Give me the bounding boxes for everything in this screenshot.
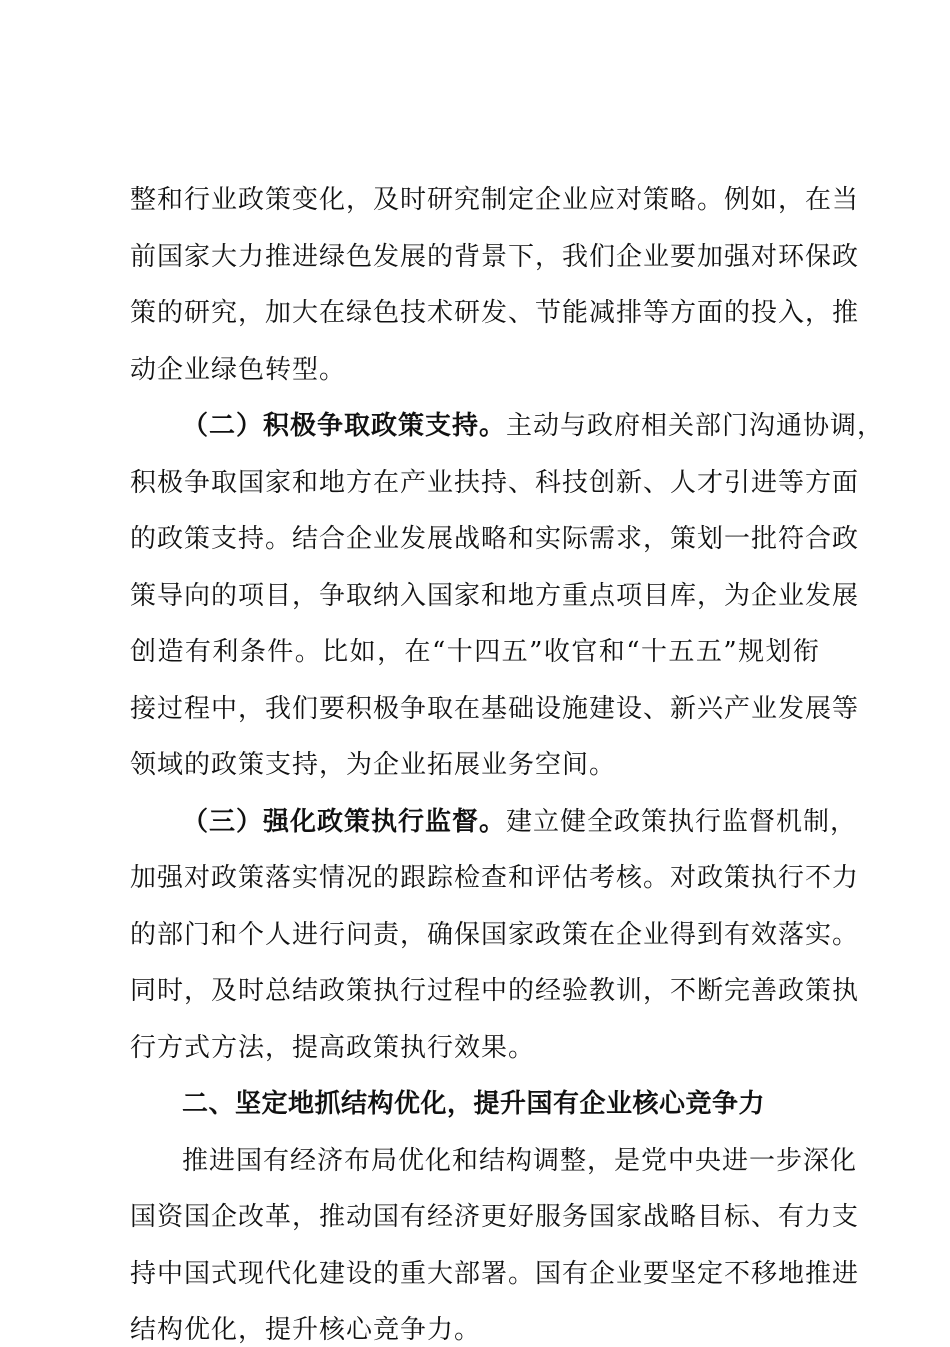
- paragraph-line: 领域的政策支持，为企业拓展业务空间。: [130, 750, 617, 780]
- paragraph-line: 前国家大力推进绿色发展的背景下，我们企业要加强对环保政: [130, 242, 860, 272]
- paragraph-line: 国资国企改革，推动国有经济更好服务国家战略目标、有力支: [130, 1202, 860, 1232]
- paragraph-first-line: [182, 805, 858, 839]
- paragraph-first-line: [182, 409, 885, 443]
- paragraph-line: 策导向的项目，争取纳入国家和地方重点项目库，为企业发展: [130, 581, 860, 611]
- paragraph-text: 主动与政府相关部门沟通协调，: [506, 411, 885, 441]
- paragraph-line: 加强对政策落实情况的跟踪检查和评估考核。对政策执行不力: [130, 863, 860, 893]
- section-heading: 二、坚定地抓结构优化，提升国有企业核心竞争力: [182, 1089, 766, 1119]
- paragraph-line: 同时，及时总结政策执行过程中的经验教训，不断完善政策执: [130, 976, 860, 1006]
- subsection-title: （二）积极争取政策支持。: [182, 411, 507, 441]
- paragraph-line: 结构优化，提升核心竞争力。: [130, 1315, 482, 1345]
- paragraph-line: 接过程中，我们要积极争取在基础设施建设、新兴产业发展等: [130, 694, 860, 724]
- paragraph-line: 行方式方法，提高政策执行效果。: [130, 1033, 536, 1063]
- paragraph-line: 的政策支持。结合企业发展战略和实际需求，策划一批符合政: [130, 524, 860, 554]
- paragraph-text: 建立健全政策执行监督机制，: [506, 807, 858, 837]
- paragraph-line: 策的研究，加大在绿色技术研发、节能减排等方面的投入，推: [130, 298, 860, 328]
- paragraph-line: 创造有利条件。比如，在“十四五”收官和“十五五”规划衔: [130, 637, 820, 667]
- paragraph-line: 积极争取国家和地方在产业扶持、科技创新、人才引进等方面: [130, 468, 860, 498]
- subsection-title: （三）强化政策执行监督。: [182, 807, 507, 837]
- paragraph-line: 整和行业政策变化，及时研究制定企业应对策略。例如，在当: [130, 185, 860, 215]
- paragraph-line: 持中国式现代化建设的重大部署。国有企业要坚定不移地推进: [130, 1259, 860, 1289]
- paragraph-line: 的部门和个人进行问责，确保国家政策在企业得到有效落实。: [130, 920, 860, 950]
- paragraph-first-line: 推进国有经济布局优化和结构调整，是党中央进一步深化: [182, 1146, 858, 1176]
- paragraph-line: 动企业绿色转型。: [130, 355, 347, 385]
